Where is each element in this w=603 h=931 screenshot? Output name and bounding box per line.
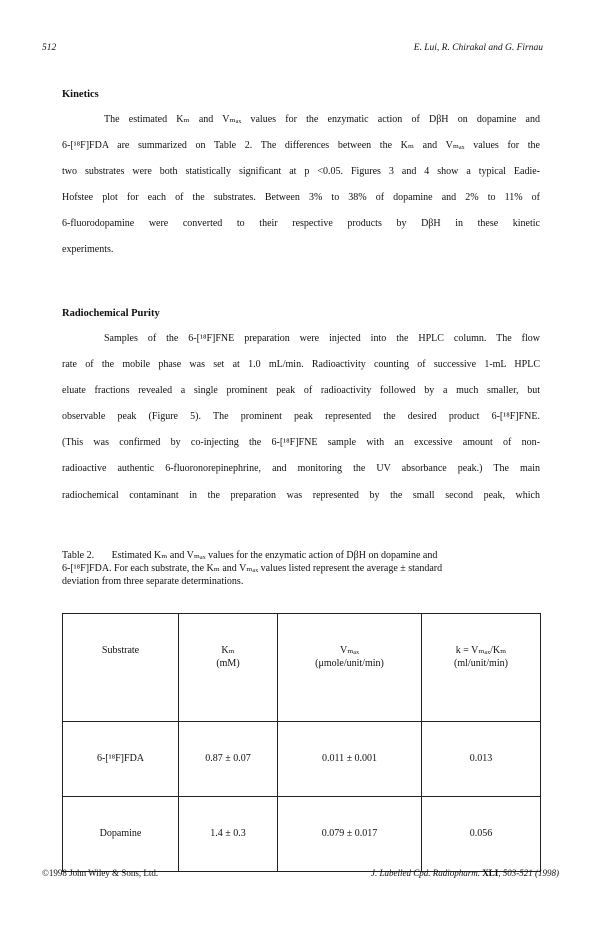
table-row	[63, 722, 541, 797]
running-header-authors: E. Lui, R. Chirakal and G. Firnau	[413, 43, 543, 53]
page-number: 512	[42, 43, 57, 53]
footer-citation	[371, 868, 559, 878]
section-heading-kinetics: Kinetics	[62, 89, 99, 100]
kinetics-paragraph	[62, 107, 540, 264]
text-line: observable peak (Figure 5). The prominent peak represented the desired product 6-[¹⁸F]FNE.	[62, 411, 540, 423]
kinetics-table	[62, 613, 541, 872]
text-line: 6-[¹⁸F]FDA are summarized on Table 2. The differences between the Kₘ and Vₘₐₓ values for the	[62, 140, 540, 152]
column-header-substrate: Substrate	[63, 614, 179, 722]
caption-line: 6-[¹⁸F]FDA. For each substrate, the Kₘ and Vₘₐₓ values listed represent the average ± standard	[62, 563, 443, 574]
footer-copyright: ©1998 John Wiley & Sons, Ltd.	[42, 868, 159, 878]
text-line: radiochemical contaminant in the preparation was represented by the small second peak, which	[62, 489, 540, 501]
column-header-k: k = Vₘₐₓ/Kₘ (ml/unit/min)	[422, 614, 541, 722]
cell-vmax: 0.079 ± 0.017	[278, 797, 422, 872]
text-line: (This was confirmed by co-injecting the 6-[¹⁸F]FNE sample with an excessive amount of non-	[62, 437, 540, 449]
table-caption	[62, 549, 542, 588]
text-line: 6-fluorodopamine were converted to their respective products by DβH in these kinetic	[62, 218, 540, 230]
section-heading-radiochemical-purity: Radiochemical Purity	[62, 308, 160, 319]
page-range: , 503-521 (1998)	[498, 868, 559, 878]
caption-line: deviation from three separate determinations.	[62, 576, 244, 587]
cell-km: 1.4 ± 0.3	[179, 797, 278, 872]
text-line: Hofstee plot for each of the substrates. Between 3% to 38% of dopamine and 2% to 11% of	[62, 192, 540, 204]
text-line: rate of the mobile phase was set at 1.0 mL/min. Radioactivity counting of successive 1-mL HPLC	[62, 359, 540, 371]
cell-substrate: 6-[¹⁸F]FDA	[63, 722, 179, 797]
text-line: The estimated Kₘ and Vₘₐₓ values for the enzymatic action of DβH on dopamine and	[104, 114, 540, 125]
text-line: experiments.	[62, 244, 114, 256]
text-line: two substrates were both statistically significant at p <0.05. Figures 3 and 4 show a typical Eadie-	[62, 166, 540, 178]
table-row	[63, 797, 541, 872]
volume-number: XLI	[482, 868, 499, 878]
column-header-vmax: Vₘₐₓ (μmole/unit/min)	[278, 614, 422, 722]
cell-k: 0.056	[422, 797, 541, 872]
text-line: radioactive authentic 6-fluoronorepinephrine, and monitoring the UV absorbance peak.) The main	[62, 463, 540, 475]
cell-substrate: Dopamine	[63, 797, 179, 872]
journal-name: J. Labelled Cpd. Radiopharm.	[370, 868, 480, 878]
caption-line: Table 2. Estimated Kₘ and Vₘₐₓ values for the enzymatic action of DβH on dopamine and	[62, 550, 438, 561]
radiochemical-paragraph	[62, 326, 540, 509]
cell-vmax: 0.011 ± 0.001	[278, 722, 422, 797]
cell-km: 0.87 ± 0.07	[179, 722, 278, 797]
text-line: Samples of the 6-[¹⁸F]FNE preparation were injected into the HPLC column. The flow	[104, 333, 540, 344]
column-header-km: Kₘ (mM)	[179, 614, 278, 722]
table-header-row	[63, 614, 541, 722]
text-line: eluate fractions revealed a single prominent peak of radioactivity followed by a much smaller, but	[62, 385, 540, 397]
cell-k: 0.013	[422, 722, 541, 797]
